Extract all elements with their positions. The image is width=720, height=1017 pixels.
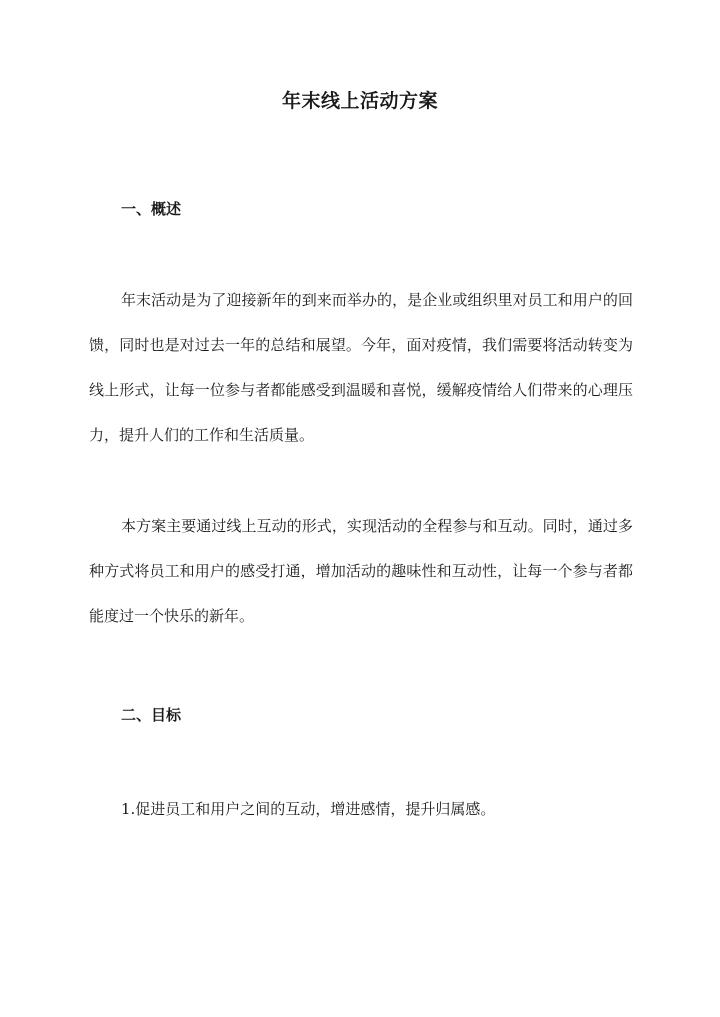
goal-item-1: 1.促进员工和用户之间的互动，增进感情，提升归属感。	[121, 800, 496, 818]
paragraph-overview-2: 本方案主要通过线上互动的形式，实现活动的全程参与和互动。同时，通过多种方式将员工和用户的感受打通，增加活动的趣味性和互动性，让每一个参与者都能度过一个快乐的新年。	[89, 517, 633, 625]
section-heading-overview: 一、概述	[121, 200, 182, 218]
section-heading-goals: 二、目标	[121, 706, 182, 724]
document-title: 年末线上活动方案	[281, 90, 438, 112]
paragraph-overview-1: 年末活动是为了迎接新年的到来而举办的，是企业或组织里对员工和用户的回馈，同时也是对过去一年的总结和展望。今年，面对疫情，我们需要将活动转变为线上形式，让每一位参与者都能感受到温暖和喜悦，缓解疫情给人们带来的心理压力，提升人们的工作和生活质量。	[89, 291, 633, 444]
